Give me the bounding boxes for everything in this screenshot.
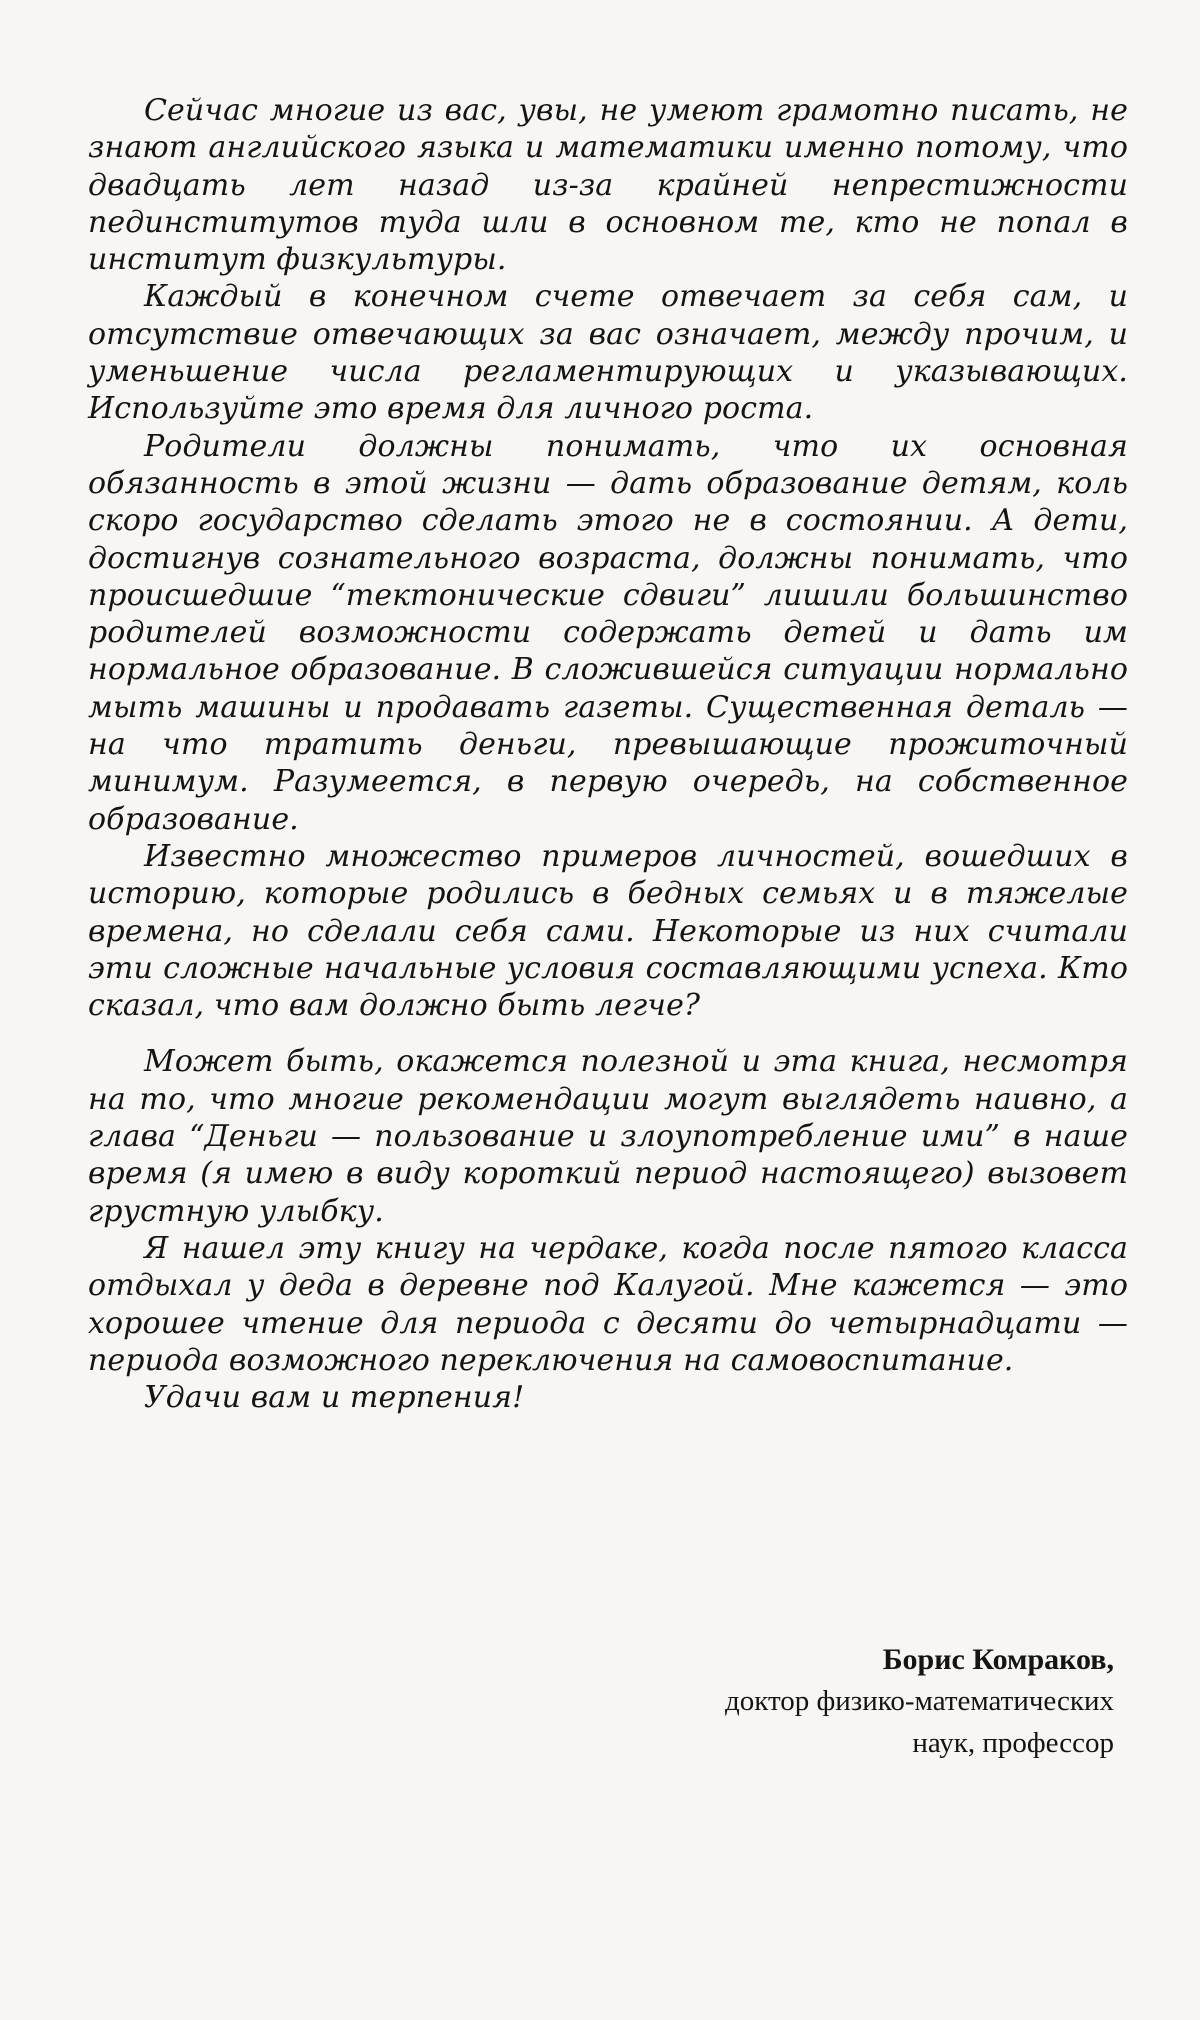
paragraph: Может быть, окажется полезной и эта книга, несмотря на то, что многие рекомендации могут выглядеть наивно, а глава “Деньги — пользование и злоупотребление ими” в наше время (я имею в виду короткий период настоящего) вызовет грустную улыбку.: [88, 1044, 1128, 1229]
author-signature: [494, 1640, 1114, 1764]
paragraph: Удачи вам и терпения!: [144, 1380, 525, 1416]
author-name: Борис Комраков,: [882, 1643, 1114, 1676]
author-title-line-2: наук, профессор: [912, 1727, 1114, 1759]
paragraph: Каждый в конечном счете отвечает за себя сам, и отсутствие отвечающих за вас означает, между прочим, и уменьшение числа регламентирующих и указывающих. Используйте это время для личного роста.: [88, 279, 1128, 427]
author-title-line-1: доктор физико-математических: [724, 1685, 1114, 1717]
paragraph: Известно множество примеров личностей, вошедших в историю, которые родились в бедных семьях и в тяжелые времена, но сделали себя сами. Некоторые из них считали эти сложные начальные условия составляющими успеха. Кто сказал, что вам должно быть легче?: [88, 838, 1128, 1024]
paragraph: Родители должны понимать, что их основная обязанность в этой жизни — дать образование детям, коль скоро государство сделать этого не в состоянии. А дети, достигнув сознательного возраста, должны понимать, что происшедшие “тектонические сдвиги” лишили большинство родителей возможности содержать детей и дать им нормальное образование. В сложившейся ситуации нормально мыть машины и продавать газеты. Существенная деталь — на что тратить деньги, превышающие прожиточный минимум. Разумеется, в первую очередь, на собственное образование.: [88, 428, 1128, 837]
paragraph: Сейчас многие из вас, увы, не умеют грамотно писать, не знают английского языка и математики именно потому, что двадцать лет назад из-за крайней непрестижности пединститутов туда шли в основном те, кто не попал в институт физкультуры.: [88, 93, 1128, 278]
body-text: [88, 92, 1128, 1416]
paragraph: Я нашел эту книгу на чердаке, когда после пятого класса отдыхал у деда в деревне под Калугой. Мне кажется — это хорошее чтение для периода с десяти до четырнадцати — периода возможного переключения на самовоспитание.: [88, 1230, 1128, 1378]
